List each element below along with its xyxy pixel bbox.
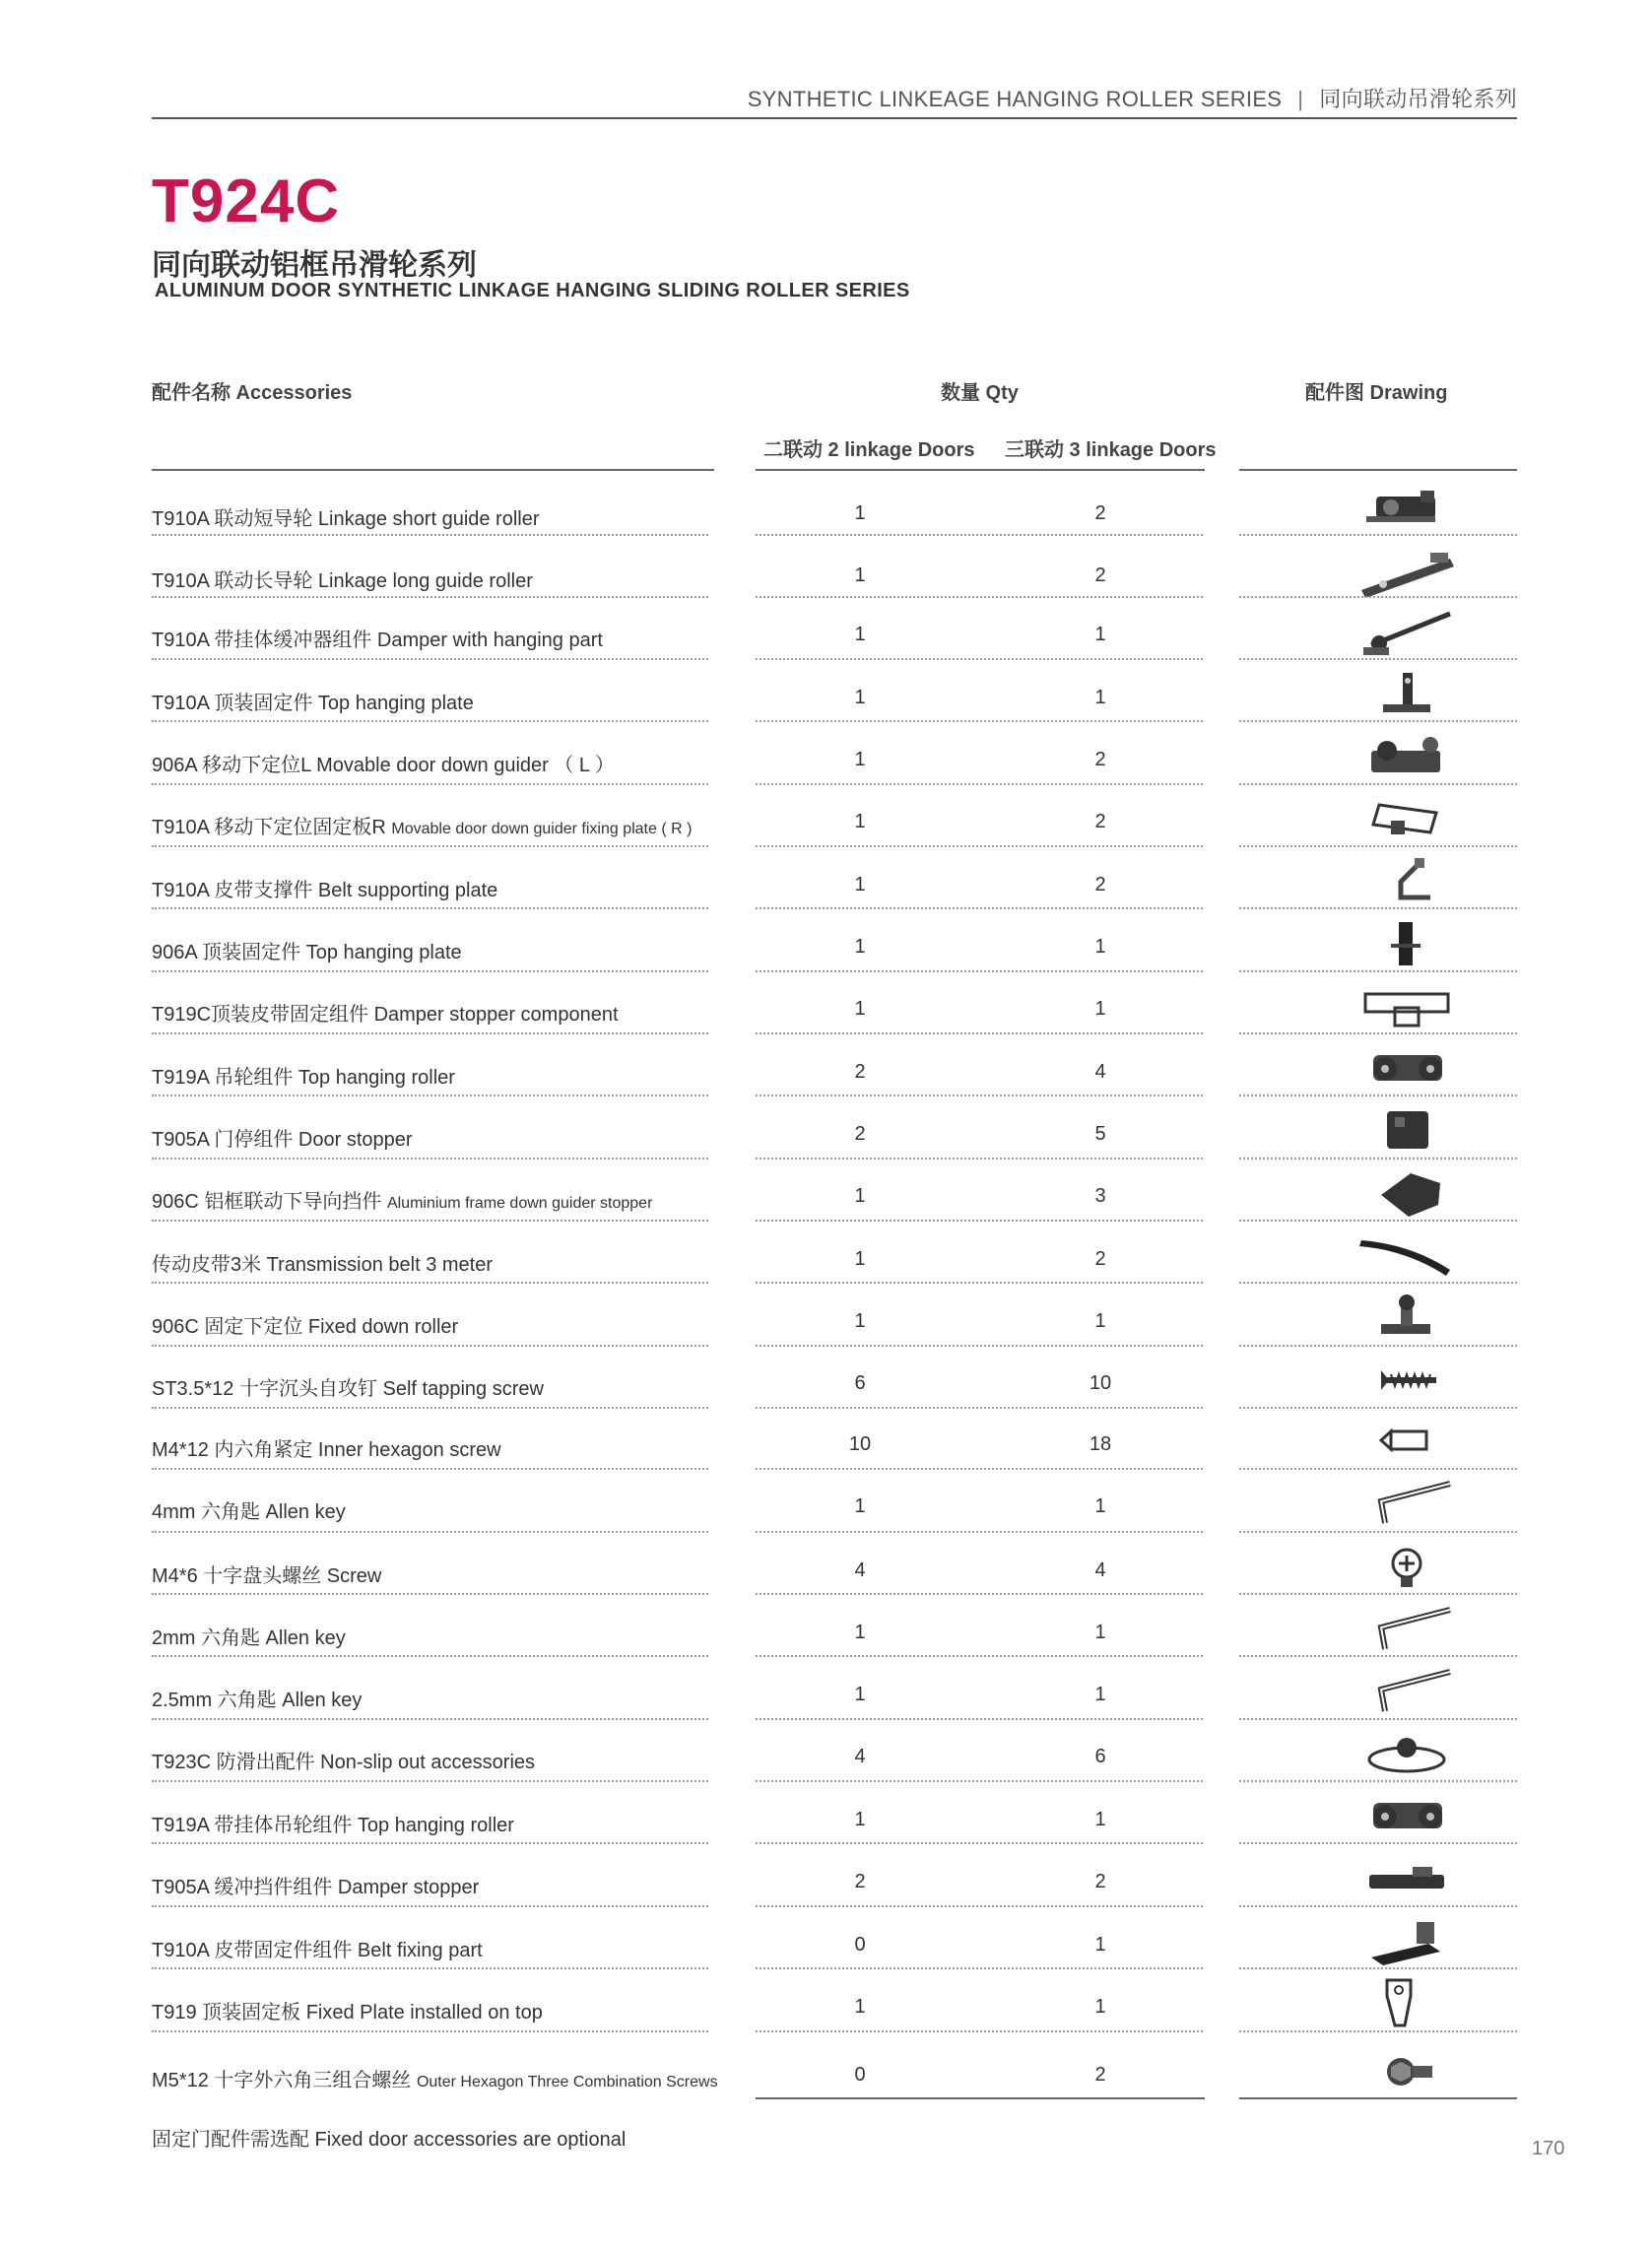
stopper-component-icon — [1352, 978, 1460, 1033]
allen-key-icon — [1352, 1664, 1460, 1719]
row-divider — [152, 845, 708, 847]
qty-3-doors: 3 — [1094, 1185, 1106, 1207]
row-divider — [1239, 1842, 1517, 1844]
row-divider — [152, 783, 708, 785]
row-divider — [756, 1158, 1203, 1160]
allen-key-icon — [1352, 1476, 1460, 1531]
belt-support-icon — [1352, 854, 1460, 909]
row-divider — [152, 1282, 708, 1284]
row-divider — [1239, 1407, 1517, 1409]
qty-2-doors: 1 — [854, 1996, 866, 2018]
row-divider — [756, 2030, 1203, 2032]
series-header — [748, 83, 1517, 113]
row-divider — [152, 1780, 708, 1782]
accessory-name-text: T919A 带挂体吊轮组件 Top hanging roller — [152, 1815, 514, 1836]
accessory-name — [152, 1061, 455, 1090]
accessory-name-text: T910A 移动下定位固定板R — [152, 817, 392, 838]
qty-2-doors: 4 — [854, 1746, 866, 1767]
row-divider — [1239, 783, 1517, 785]
down-guider-icon — [1352, 729, 1460, 784]
row-divider — [1239, 1094, 1517, 1096]
row-divider — [1239, 1158, 1517, 1160]
accessory-name — [152, 811, 692, 839]
qty-2-doors: 1 — [854, 1248, 866, 1270]
accessory-name-text: 2.5mm 六角匙 Allen key — [152, 1690, 363, 1711]
non-slip-icon — [1352, 1726, 1460, 1781]
row-divider — [756, 783, 1203, 785]
row-divider — [756, 1718, 1203, 1720]
rule-top-accessories — [152, 469, 714, 471]
hanging-roller-icon — [1352, 1789, 1460, 1844]
accessory-name — [152, 687, 474, 715]
pan-screw-icon — [1352, 1540, 1460, 1595]
model-number: T924C — [152, 167, 341, 235]
col-3doors: 三联动 3 linkage Doors — [1005, 439, 1217, 461]
qty-3-doors: 4 — [1094, 1559, 1106, 1581]
row-divider — [756, 1094, 1203, 1096]
row-divider — [1239, 1780, 1517, 1782]
qty-2-doors: 1 — [854, 811, 866, 832]
accessory-name-text: T910A 皮带固定件组件 Belt fixing part — [152, 1940, 483, 1961]
qty-3-doors: 1 — [1094, 624, 1106, 645]
row-divider — [1239, 1468, 1517, 1470]
title-en: ALUMINUM DOOR SYNTHETIC LINKAGE HANGING SLIDING ROLLER SERIES — [155, 280, 910, 301]
accessory-name — [152, 1559, 381, 1588]
set-screw-icon — [1352, 1414, 1460, 1469]
row-divider — [756, 1967, 1203, 1969]
guider-stopper-icon — [1352, 1165, 1460, 1221]
qty-2-doors: 2 — [854, 1123, 866, 1145]
accessory-name-text: M4*6 十字盘头螺丝 Screw — [152, 1565, 382, 1587]
qty-2-doors: 0 — [854, 2064, 866, 2086]
row-divider — [1239, 596, 1517, 598]
row-divider — [1239, 720, 1517, 722]
rule-top-qty — [756, 469, 1205, 471]
accessory-name-text: T919 顶装固定板 Fixed Plate installed on top — [152, 2002, 543, 2023]
row-divider — [1239, 1718, 1517, 1720]
qty-2-doors: 1 — [854, 1185, 866, 1207]
accessory-name — [152, 502, 540, 531]
tapping-screw-icon — [1352, 1353, 1460, 1408]
qty-3-doors: 2 — [1094, 1248, 1106, 1270]
accessory-name — [152, 998, 619, 1027]
row-divider — [1239, 1282, 1517, 1284]
row-divider — [152, 1032, 708, 1034]
door-stopper-icon — [1352, 1103, 1460, 1159]
row-divider — [152, 970, 708, 972]
belt-icon — [1352, 1228, 1460, 1284]
qty-3-doors: 1 — [1094, 1622, 1106, 1643]
fixing-plate-icon — [1352, 791, 1460, 846]
row-divider — [1239, 1531, 1517, 1533]
header-separator: | — [1297, 87, 1304, 111]
row-divider — [152, 1220, 708, 1222]
qty-3-doors: 1 — [1094, 1310, 1106, 1332]
qty-2-doors: 1 — [854, 1310, 866, 1332]
qty-3-doors: 1 — [1094, 1996, 1106, 2018]
row-divider — [152, 1531, 708, 1533]
belt-fixing-icon — [1352, 1914, 1460, 1969]
qty-3-doors: 2 — [1094, 874, 1106, 895]
row-divider — [1239, 1032, 1517, 1034]
accessory-name — [152, 2064, 718, 2092]
fixed-plate-icon — [1352, 1976, 1460, 2031]
row-divider — [152, 1655, 708, 1657]
row-divider — [756, 1282, 1203, 1284]
qty-2-doors: 1 — [854, 874, 866, 895]
qty-2-doors: 1 — [854, 1809, 866, 1830]
accessory-name — [152, 1433, 501, 1462]
qty-3-doors: 2 — [1094, 749, 1106, 770]
damper-stopper-icon — [1352, 1851, 1460, 1906]
qty-2-doors: 0 — [854, 1934, 866, 1956]
qty-3-doors: 2 — [1094, 564, 1106, 586]
series-en: SYNTHETIC LINKEAGE HANGING ROLLER SERIES — [747, 87, 1283, 111]
row-divider — [1239, 2030, 1517, 2032]
qty-3-doors: 1 — [1094, 1684, 1106, 1705]
accessory-name-text: T910A 联动短导轮 Linkage short guide roller — [152, 508, 540, 530]
row-divider — [756, 1407, 1203, 1409]
allen-key-icon — [1352, 1602, 1460, 1657]
qty-3-doors: 5 — [1094, 1123, 1106, 1145]
rule-bottom-qty — [756, 2097, 1205, 2099]
accessory-name — [152, 624, 603, 652]
row-divider — [756, 1531, 1203, 1533]
accessory-name-text: T910A 皮带支撑件 Belt supporting plate — [152, 880, 498, 901]
accessory-name — [152, 1871, 479, 1899]
accessory-name-text: 906A 移动下定位L Movable door down guider （ L ） — [152, 755, 615, 776]
col-accessories: 配件名称 Accessories — [152, 382, 353, 404]
row-divider — [756, 1345, 1203, 1347]
row-divider — [152, 1967, 708, 1969]
row-divider — [756, 907, 1203, 909]
col-drawing: 配件图 Drawing — [1305, 382, 1448, 404]
qty-3-doors: 6 — [1094, 1746, 1106, 1767]
row-divider — [152, 907, 708, 909]
accessory-name-text: T919C顶装皮带固定组件 Damper stopper component — [152, 1004, 619, 1026]
row-divider — [152, 658, 708, 660]
accessory-name-en: Movable door down guider fixing plate ( R ) — [391, 821, 693, 837]
top-hanging-plate-icon — [1352, 667, 1460, 722]
series-cn: 同向联动吊滑轮系列 — [1319, 87, 1517, 111]
accessory-name-text: 906C 铝框联动下导向挡件 — [152, 1191, 387, 1213]
accessory-name-text: 906A 顶装固定件 Top hanging plate — [152, 942, 462, 963]
row-divider — [152, 1094, 708, 1096]
row-divider — [152, 1407, 708, 1409]
accessory-name — [152, 1185, 652, 1214]
header-rule — [152, 117, 1517, 119]
accessory-name-text: T923C 防滑出配件 Non-slip out accessories — [152, 1752, 536, 1773]
qty-2-doors: 1 — [854, 564, 866, 586]
row-divider — [756, 845, 1203, 847]
row-divider — [756, 970, 1203, 972]
row-divider — [1239, 1967, 1517, 1969]
short-guide-roller-icon — [1352, 483, 1460, 538]
accessory-name — [152, 1248, 493, 1277]
row-divider — [152, 1718, 708, 1720]
col-2doors: 二联动 2 linkage Doors — [763, 439, 975, 461]
qty-3-doors: 1 — [1094, 1934, 1106, 1956]
accessory-name-text: 4mm 六角匙 Allen key — [152, 1501, 346, 1523]
row-divider — [1239, 1220, 1517, 1222]
row-divider — [152, 1158, 708, 1160]
qty-2-doors: 1 — [854, 936, 866, 958]
row-divider — [152, 596, 708, 598]
accessory-name — [152, 1809, 514, 1837]
row-divider — [152, 1593, 708, 1595]
row-divider — [756, 1655, 1203, 1657]
qty-2-doors: 4 — [854, 1559, 866, 1581]
hanging-roller-icon — [1352, 1041, 1460, 1096]
qty-2-doors: 1 — [854, 998, 866, 1020]
qty-2-doors: 1 — [854, 749, 866, 770]
qty-3-doors: 1 — [1094, 1809, 1106, 1830]
row-divider — [756, 1220, 1203, 1222]
qty-3-doors: 2 — [1094, 502, 1106, 524]
row-divider — [756, 1468, 1203, 1470]
accessory-name-text: M4*12 内六角紧定 Inner hexagon screw — [152, 1439, 501, 1461]
accessory-name-text: T919A 吊轮组件 Top hanging roller — [152, 1067, 455, 1089]
accessory-name — [152, 1310, 458, 1339]
accessory-name-text: 906C 固定下定位 Fixed down roller — [152, 1316, 459, 1338]
accessory-name — [152, 1684, 362, 1712]
combo-screw-icon — [1352, 2044, 1460, 2099]
row-divider — [1239, 534, 1517, 536]
qty-3-doors: 4 — [1094, 1061, 1106, 1083]
accessory-name-text: ST3.5*12 十字沉头自攻钉 Self tapping screw — [152, 1378, 544, 1400]
row-divider — [152, 1905, 708, 1907]
qty-2-doors: 1 — [854, 687, 866, 708]
qty-3-doors: 1 — [1094, 1495, 1106, 1517]
page-number: 170 — [1532, 2138, 1565, 2159]
row-divider — [756, 720, 1203, 722]
qty-2-doors: 2 — [854, 1061, 866, 1083]
accessory-name-text: 2mm 六角匙 Allen key — [152, 1627, 346, 1649]
accessory-name-text: T910A 联动长导轮 Linkage long guide roller — [152, 570, 533, 592]
qty-2-doors: 1 — [854, 624, 866, 645]
row-divider — [1239, 1905, 1517, 1907]
qty-2-doors: 6 — [854, 1372, 866, 1394]
accessory-name-text: T905A 缓冲挡件组件 Damper stopper — [152, 1877, 480, 1898]
accessory-name-text: T910A 顶装固定件 Top hanging plate — [152, 693, 474, 714]
qty-2-doors: 1 — [854, 1684, 866, 1705]
row-divider — [152, 720, 708, 722]
accessory-name — [152, 1372, 544, 1401]
accessory-name-en: Outer Hexagon Three Combination Screws — [416, 2074, 718, 2090]
accessory-name-text: M5*12 十字外六角三组合螺丝 — [152, 2070, 417, 2091]
accessory-name — [152, 749, 615, 777]
row-divider — [756, 596, 1203, 598]
accessory-name — [152, 1495, 346, 1524]
row-divider — [1239, 845, 1517, 847]
qty-3-doors: 10 — [1089, 1372, 1112, 1394]
qty-3-doors: 18 — [1089, 1433, 1112, 1455]
accessory-name — [152, 1622, 346, 1650]
accessory-name — [152, 1934, 483, 1962]
accessory-name — [152, 1996, 543, 2024]
row-divider — [756, 1780, 1203, 1782]
long-guide-roller-icon — [1352, 545, 1460, 600]
rule-top-drawing — [1239, 469, 1517, 471]
qty-3-doors: 2 — [1094, 1871, 1106, 1892]
qty-2-doors: 10 — [848, 1433, 872, 1455]
col-qty: 数量 Qty — [941, 382, 1019, 404]
qty-3-doors: 2 — [1094, 811, 1106, 832]
row-divider — [756, 534, 1203, 536]
accessory-name — [152, 1123, 413, 1152]
row-divider — [152, 2030, 708, 2032]
row-divider — [152, 534, 708, 536]
qty-3-doors: 1 — [1094, 936, 1106, 958]
accessory-name-text: T905A 门停组件 Door stopper — [152, 1129, 413, 1151]
title-cn: 同向联动铝框吊滑轮系列 — [152, 249, 477, 282]
qty-3-doors: 1 — [1094, 998, 1106, 1020]
accessory-name-en: Aluminium frame down guider stopper — [386, 1195, 653, 1212]
accessory-name — [152, 874, 497, 902]
row-divider — [756, 1842, 1203, 1844]
accessory-name — [152, 1746, 535, 1774]
row-divider — [756, 1905, 1203, 1907]
qty-3-doors: 2 — [1094, 2064, 1106, 2086]
row-divider — [756, 1593, 1203, 1595]
accessory-name-text: 传动皮带3米 Transmission belt 3 meter — [152, 1254, 494, 1276]
row-divider — [1239, 1593, 1517, 1595]
accessory-name — [152, 936, 462, 964]
qty-2-doors: 1 — [854, 1622, 866, 1643]
row-divider — [756, 658, 1203, 660]
damper-hanging-icon — [1352, 604, 1460, 659]
row-divider — [1239, 1345, 1517, 1347]
row-divider — [152, 1842, 708, 1844]
fixed-down-roller-icon — [1352, 1291, 1460, 1346]
accessory-name — [152, 564, 533, 593]
row-divider — [1239, 1655, 1517, 1657]
row-divider — [1239, 907, 1517, 909]
qty-2-doors: 2 — [854, 1871, 866, 1892]
row-divider — [756, 1032, 1203, 1034]
top-plate-icon — [1352, 916, 1460, 971]
qty-3-doors: 1 — [1094, 687, 1106, 708]
row-divider — [152, 1468, 708, 1470]
qty-2-doors: 1 — [854, 1495, 866, 1517]
qty-2-doors: 1 — [854, 502, 866, 524]
row-divider — [1239, 970, 1517, 972]
accessory-name-text: T910A 带挂体缓冲器组件 Damper with hanging part — [152, 630, 603, 651]
row-divider — [152, 1345, 708, 1347]
row-divider — [1239, 658, 1517, 660]
footnote: 固定门配件需选配 Fixed door accessories are optional — [152, 2129, 627, 2151]
